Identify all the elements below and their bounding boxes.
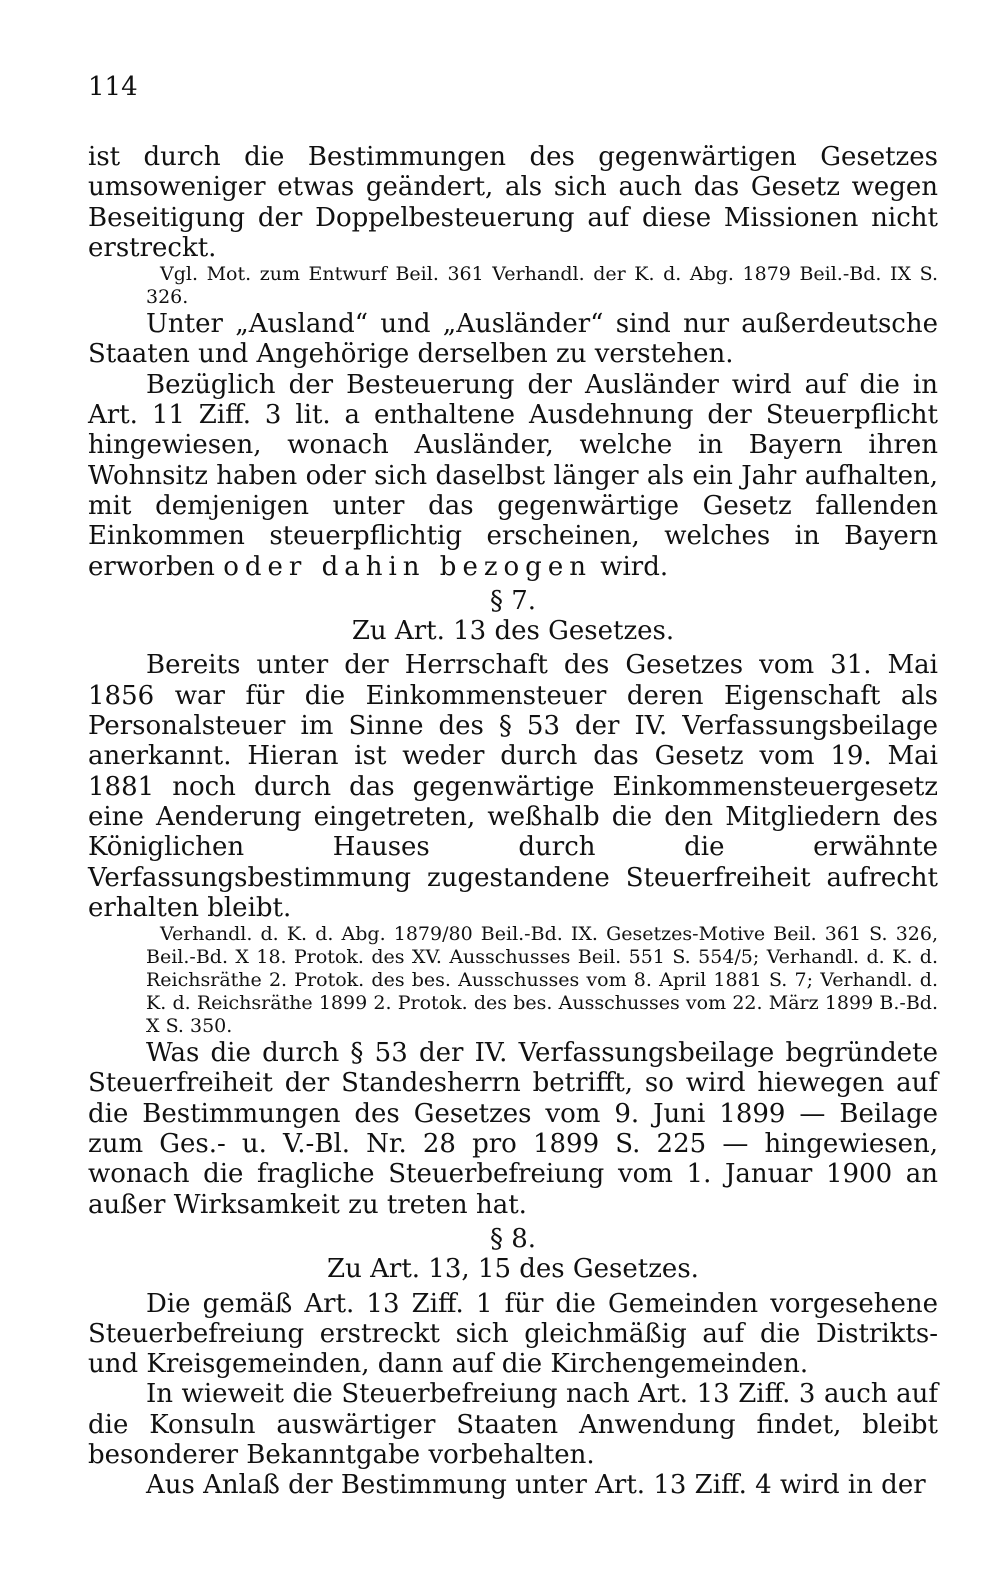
paragraph-text: In wieweit die Steuerbefreiung nach Art. 13 Ziff. 3 auch auf die Konsuln auswärtiger Staaten Anwendung findet, bleibt besonderer Bekanntgabe vorbehalten. [88, 1379, 938, 1470]
paragraph [88, 370, 938, 582]
paragraph [88, 650, 938, 923]
paragraph [88, 309, 938, 370]
paragraph [88, 1470, 938, 1500]
reference-note: Verhandl. d. K. d. Abg. 1879/80 Beil.-Bd. IX. Gesetzes-Motive Beil. 361 S. 326, Beil.-Bd. X 18. Protok. des XV. Ausschusses Beil. 551 S. 554/5; Verhandl. d. K. d. Reichsräthe 2. Protok. des bes. Ausschusses vom 8. April 1881 S. 7; Verhandl. d. K. d. Reichsräthe 1899 2. Protok. des bes. Ausschusses vom 22. März 1899 B.-Bd. X S. 350. [146, 923, 938, 1038]
paragraph-text: Was die durch § 53 der IV. Verfassungsbeilage begründete Steuerfreiheit der Standesherrn betrifft, so wird hiewegen auf die Bestimmungen des Gesetzes vom 9. Juni 1899 — Beilage zum Ges.- u. V.-Bl. Nr. 28 pro 1899 S. 225 — hingewiesen, wonach die fragliche Steuerbefreiung vom 1. Januar 1900 an außer Wirksamkeit zu treten hat. [88, 1038, 938, 1220]
paragraph [88, 1289, 938, 1380]
paragraph-text: Bezüglich der Besteuerung der Ausländer wird auf die in Art. 11 Ziff. 3 lit. a enthaltene Ausdehnung der Steuerpflicht hingewiesen, wonach Ausländer, welche in Bayern ihren Wohnsitz haben oder sich daselbst länger als ein Jahr aufhalten, mit demjenigen unter das gegenwärtige Gesetz fallenden Einkommen steuerpflichtig erscheinen, welches in Bayern erworben [88, 369, 938, 582]
paragraph [88, 1038, 938, 1220]
section-number: § 8. [489, 1223, 537, 1254]
page-number: 114 [88, 72, 138, 102]
paragraph-text: Aus Anlaß der Bestimmung unter Art. 13 Ziff. 4 wird in der [146, 1470, 926, 1501]
reference-note: Vgl. Mot. zum Entwurf Beil. 361 Verhandl. der K. d. Abg. 1879 Beil.-Bd. IX S. 326. [146, 263, 938, 309]
section-heading: Zu Art. 13, 15 des Gesetzes. [327, 1254, 699, 1285]
paragraph-text: Bereits unter der Herrschaft des Gesetzes vom 31. Mai 1856 war für die Einkommensteuer deren Eigenschaft als Personalsteuer im Sinne des § 53 der IV. Verfassungsbeilage anerkannt. Hieran ist weder durch das Gesetz vom 19. Mai 1881 noch durch das gegenwärtige Einkommensteuergesetz eine Aenderung eingetreten, weßhalb die den Mitgliedern des Königlichen Hauses durch die erwähnte Verfassungsbestimmung zugestandene Steuerfreiheit aufrecht erhalten bleibt. [88, 650, 938, 923]
paragraph-text: Die gemäß Art. 13 Ziff. 1 für die Gemeinden vorgesehene Steuerbefreiung erstreckt sich gleichmäßig auf die Distrikts- und Kreisgemeinden, dann auf die Kirchengemeinden. [88, 1288, 938, 1380]
section-heading: Zu Art. 13 des Gesetzes. [351, 616, 675, 647]
paragraph [88, 142, 938, 263]
emphasized-text: oder dahin bezogen [223, 551, 592, 582]
paragraph-text: Unter „Ausland“ und „Ausländer“ sind nur außerdeutsche Staaten und Angehörige derselben zu verstehen. [88, 309, 938, 370]
page-content [88, 142, 938, 1501]
paragraph-text: ist durch die Bestimmungen des gegenwärtigen Gesetzes umsoweniger etwas geändert, als sich auch das Gesetz wegen Beseitigung der Doppelbesteuerung auf diese Missionen nicht erstreckt. [88, 142, 938, 263]
paragraph-tail: wird. [600, 551, 669, 582]
section-number: § 7. [489, 585, 537, 616]
paragraph [88, 1379, 938, 1470]
